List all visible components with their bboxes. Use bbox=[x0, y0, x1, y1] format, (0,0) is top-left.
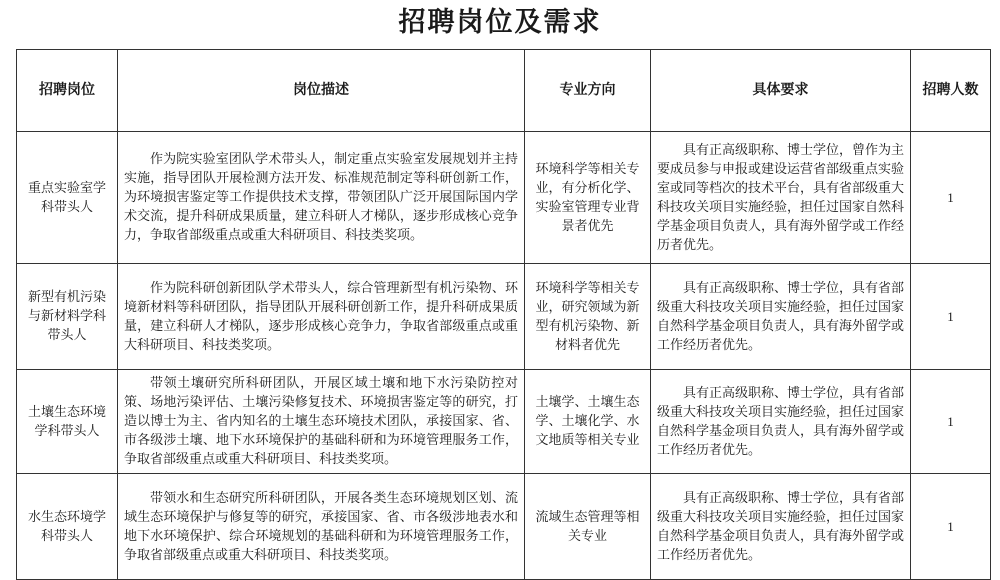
cell-major: 环境科学等相关专业，有分析化学、实验室管理专业背景者优先 bbox=[525, 132, 651, 264]
cell-position: 新型有机污染与新材料学科带头人 bbox=[17, 264, 118, 370]
cell-position: 水生态环境学科带头人 bbox=[17, 474, 118, 580]
header-count: 招聘人数 bbox=[911, 50, 991, 132]
cell-description: 带领土壤研究所科研团队，开展区域土壤和地下水污染防控对策、场地污染评估、土壤污染修复技术、环境损害鉴定等的研究，打造以博士为主、省内知名的土壤生态环境技术团队，承接国家、省、市各级涉土壤、地下水环境保护的基础科研和为环境管理服务工作，争取省部级重点或重大科研项目、科技类奖项。 bbox=[118, 370, 525, 474]
cell-count: 1 bbox=[911, 264, 991, 370]
recruitment-table bbox=[16, 49, 991, 580]
header-requirements: 具体要求 bbox=[651, 50, 911, 132]
cell-count: 1 bbox=[911, 132, 991, 264]
table-row bbox=[17, 370, 991, 474]
cell-position: 土壤生态环境学科带头人 bbox=[17, 370, 118, 474]
cell-requirements: 具有正高级职称、博士学位，具有省部级重大科技攻关项目实施经验，担任过国家自然科学基金项目负责人，具有海外留学或工作经历者优先。 bbox=[651, 264, 911, 370]
cell-count: 1 bbox=[911, 474, 991, 580]
cell-major: 环境科学等相关专业，研究领域为新型有机污染物、新材料者优先 bbox=[525, 264, 651, 370]
header-major: 专业方向 bbox=[525, 50, 651, 132]
table-row bbox=[17, 264, 991, 370]
table-row bbox=[17, 474, 991, 580]
cell-major: 土壤学、土壤生态学、土壤化学、水文地质等相关专业 bbox=[525, 370, 651, 474]
header-position: 招聘岗位 bbox=[17, 50, 118, 132]
table-header-row bbox=[17, 50, 991, 132]
cell-requirements: 具有正高级职称、博士学位，具有省部级重大科技攻关项目实施经验，担任过国家自然科学基金项目负责人，具有海外留学或工作经历者优先。 bbox=[651, 474, 911, 580]
header-description: 岗位描述 bbox=[118, 50, 525, 132]
page-title: 招聘岗位及需求 bbox=[398, 7, 602, 38]
cell-description: 带领水和生态研究所科研团队，开展各类生态环境规划区划、流域生态环境保护与修复等的研究，承接国家、省、市各级涉地表水和地下水环境保护、综合环境规划的基础科研和为环境管理服务工作，争取省部级重点或重大科研项目、科技类奖项。 bbox=[118, 474, 525, 580]
cell-description: 作为院实验室团队学术带头人，制定重点实验室发展规划并主持实施，指导团队开展检测方法开发、标准规范制定等科研创新工作，为环境损害鉴定等工作提供技术支撑，带领团队广泛开展国际国内学术交流，提升科研成果质量，建立科研人才梯队，逐步形成核心竞争力，争取省部级重点或重大科研项目、科技类奖项。 bbox=[118, 132, 525, 264]
cell-description: 作为院科研创新团队学术带头人，综合管理新型有机污染物、环境新材料等科研团队，指导团队开展科研创新工作，提升科研成果质量，建立科研人才梯队，逐步形成核心竞争力，争取省部级重点或重大科研项目、科技类奖项。 bbox=[118, 264, 525, 370]
cell-requirements: 具有正高级职称、博士学位，具有省部级重大科技攻关项目实施经验，担任过国家自然科学基金项目负责人，具有海外留学或工作经历者优先。 bbox=[651, 370, 911, 474]
cell-major: 流域生态管理等相关专业 bbox=[525, 474, 651, 580]
cell-count: 1 bbox=[911, 370, 991, 474]
cell-position: 重点实验室学科带头人 bbox=[17, 132, 118, 264]
cell-requirements: 具有正高级职称、博士学位，曾作为主要成员参与申报或建设运营省部级重点实验室或同等档次的技术平台，具有省部级重大科技攻关项目实施经验，担任过国家自然科学基金项目负责人，具有海外留学或工作经历者优先。 bbox=[651, 132, 911, 264]
table-row bbox=[17, 132, 991, 264]
